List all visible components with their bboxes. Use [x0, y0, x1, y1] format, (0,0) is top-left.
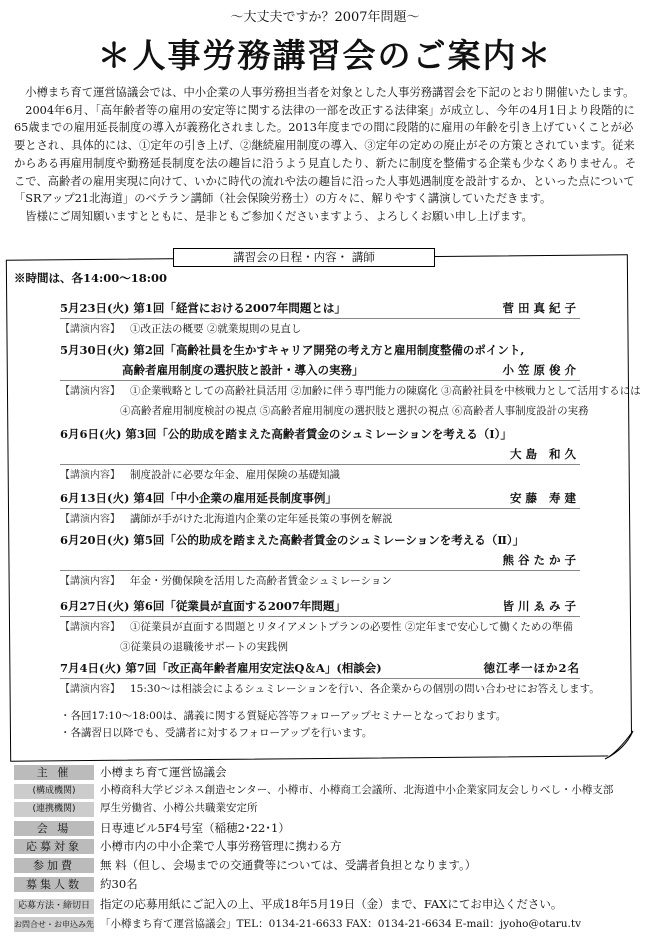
schedule-notes [60, 708, 600, 742]
content-label: 【講演内容】 [60, 684, 120, 695]
session-title: 5月23日(火) 第1回「経営における2007年問題とは」 [60, 301, 346, 315]
note-line: ・各回17:10～18:00は、講義に関する質疑応答等フォローアップセミナーとなっております。 [60, 710, 507, 722]
content-label: 【講演内容】 [60, 576, 120, 587]
content-line: 年金・労働保険を活用した高齢者賃金シュミレーション [130, 575, 392, 587]
content-line: ④高齢者雇用制度検討の視点 ⑤高齢者雇用制度の選択肢と選択の視点 ⑥高齢者人事制度設計の実務 [120, 405, 589, 417]
detail-row-capacity [14, 876, 638, 892]
session-title-continued: 高齢者雇用制度の選択肢と設計・導入の実務」 [122, 363, 364, 377]
speaker-name: 大島 和久 [509, 447, 580, 461]
detail-row-venue [14, 820, 638, 836]
content-label: 【講演内容】 [60, 514, 120, 525]
session-title: 6月13日(火) 第4回「中小企業の雇用延長制度事例」 [60, 491, 337, 505]
detail-value: 小樽まち育て運営協議会 [100, 765, 227, 779]
session-6 [60, 596, 580, 657]
session-3 [60, 424, 580, 485]
intro-paragraph: 皆様にご周知願いますとともに、是非ともご参加くださいますよう、よろしくお願い申し上げます。 [25, 209, 533, 223]
intro-paragraph: 小樽まち育て運営協議会では、中小企業の人事労務担当者を対象とした人事労務講習会を下記のとおり開催いたします。 [25, 86, 635, 99]
detail-label: 募集人数 [14, 877, 94, 892]
schedule-header: 講習会の日程・内容・ 講師 [173, 248, 435, 267]
detail-row-organizer [14, 764, 638, 780]
session-title: 6月20日(火) 第5回「公的助成を踏まえた高齢者賃金のシュミレーションを考える（Ⅱ）」 [60, 533, 525, 547]
speaker-name: 菅田真紀子 [502, 301, 580, 315]
detail-label: 参加費 [14, 858, 94, 873]
detail-label: 応募対象 [14, 839, 94, 854]
detail-value: 日専連ビル5F4号室（稲穂2･22･1） [100, 821, 290, 835]
content-line: ①従業員が直面する問題とリタイアメントプランの必要性 ②定年まで安心して働くための準備 [130, 621, 573, 633]
content-line: 講師が手がけた北海道内企業の定年延長策の事例を解説 [130, 513, 393, 525]
content-line: ①企業戦略としての高齢社員活用 ②加齢に伴う専門能力の陳腐化 ③高齢社員を中核戦力として活用するには [130, 385, 641, 397]
detail-label: お問合せ・お申込み先 [14, 917, 94, 932]
content-label: 【講演内容】 [60, 622, 120, 633]
detail-value: 約30名 [100, 877, 138, 891]
detail-value: 「小樽まち育て運営協議会」TEL：0134-21-6633 FAX：0134-21-6634 E-mail：jyoho@otaru.tv [100, 918, 582, 930]
detail-value: 小樽市内の中小企業で人事労務管理に携わる方 [100, 839, 342, 853]
speaker-name: 皆川ゑみ子 [502, 599, 580, 613]
session-title: 5月30日(火) 第2回「高齢社員を生かすキャリア開発の考え方と雇用制度整備のポイント, [60, 343, 525, 357]
detail-label: 会 場 [14, 821, 94, 836]
detail-row-application [14, 896, 638, 914]
detail-row-partners [14, 800, 638, 817]
content-line: 15:30～は相談会によるシュミレーションを行い、各企業からの個別の問い合わせにお答えします。 [130, 683, 600, 695]
content-line: 制度設計に必要な年金、雇用保険の基礎知識 [130, 469, 340, 481]
speaker-name: 小笠原俊介 [502, 363, 580, 377]
detail-row-contact [14, 916, 638, 932]
subtitle: ～大丈夫ですか？2007年問題～ [230, 10, 420, 25]
detail-row-target [14, 838, 638, 854]
page-title: ＊人事労務講習会のご案内＊ [97, 36, 553, 75]
session-4 [60, 488, 580, 529]
content-line: ①改正法の概要 ②就業規則の見直し [130, 323, 302, 335]
content-label: 【講演内容】 [60, 470, 120, 481]
speaker-name: 徳江孝一ほか2名 [483, 661, 580, 675]
detail-row-members [14, 782, 638, 799]
session-7 [60, 658, 600, 699]
detail-label: (連携機関) [14, 802, 94, 817]
detail-label: 応募方法・締切日 [14, 899, 94, 914]
speaker-name: 安藤 寿建 [509, 491, 580, 505]
detail-value: 厚生労働省、小樽公共職業安定所 [100, 802, 258, 814]
session-5 [60, 530, 580, 591]
content-line: ③従業員の退職後サポートの実践例 [120, 641, 288, 653]
speaker-name: 熊谷たか子 [502, 553, 580, 567]
session-title: 6月6日(火) 第3回「公的助成を踏まえた高齢者賃金のシュミレーションを考える（Ⅰ）」 [60, 427, 512, 441]
detail-row-fee [14, 857, 638, 873]
intro-text [14, 84, 638, 226]
content-label: 【講演内容】 [60, 324, 120, 335]
detail-label: (構成機関) [14, 784, 94, 799]
detail-label: 主 催 [14, 765, 94, 780]
detail-value: 無 料（但し、会場までの交通費等については、受講者負担となります。） [100, 858, 477, 872]
page-curl-decoration [603, 727, 637, 761]
detail-value: 小樽商科大学ビジネス創造センター、小樽市、小樽商工会議所、北海道中小企業家同友会しりべし・小樽支部 [100, 784, 614, 796]
session-2 [60, 340, 641, 421]
session-title: 7月4日(火) 第7回「改正高年齢者雇用安定法Q＆A」(相談会) [60, 661, 382, 675]
time-note: ※時間は、各14:00～18:00 [14, 271, 168, 285]
note-line: ・各講習日以降でも、受講者に対するフォローアップを行います。 [60, 727, 373, 739]
session-1 [60, 298, 580, 339]
session-title: 6月27日(火) 第6回「従業員が直面する2007年問題」 [60, 599, 346, 613]
detail-value: 指定の応募用紙にご記入の上、平成18年5月19日（金）まで、FAXにてお申込ください。 [100, 897, 563, 911]
content-label: 【講演内容】 [60, 386, 120, 397]
intro-paragraph: 2004年6月、「高年齢者等の雇用の安定等に関する法律の一部を改正する法律案」が成立し、今年の4月1日より段階的に65歳までの雇用延長制度の導入が義務化されました。2013年度までの間に段階的に雇用の年齢を引き上げていくことが必要とされ、具体的には、①定年の引き上げ、②継続雇用制度の導入、③定年の定めの廃止がその方策とされています。従来からある再雇用制度や勤務延長制度を法の趣旨に沿うよう見直したり、新たに制度を整備する企業も少なくありません。そこで、高齢者の雇用実現に向けて、いかに時代の流れや法の趣旨に沿った人事処遇制度を設計するか、といった点について「SRアップ21北海道」のベテラン講師（社会保険労務士）の方々に、解りやすく講演していただきます。 [14, 103, 637, 206]
